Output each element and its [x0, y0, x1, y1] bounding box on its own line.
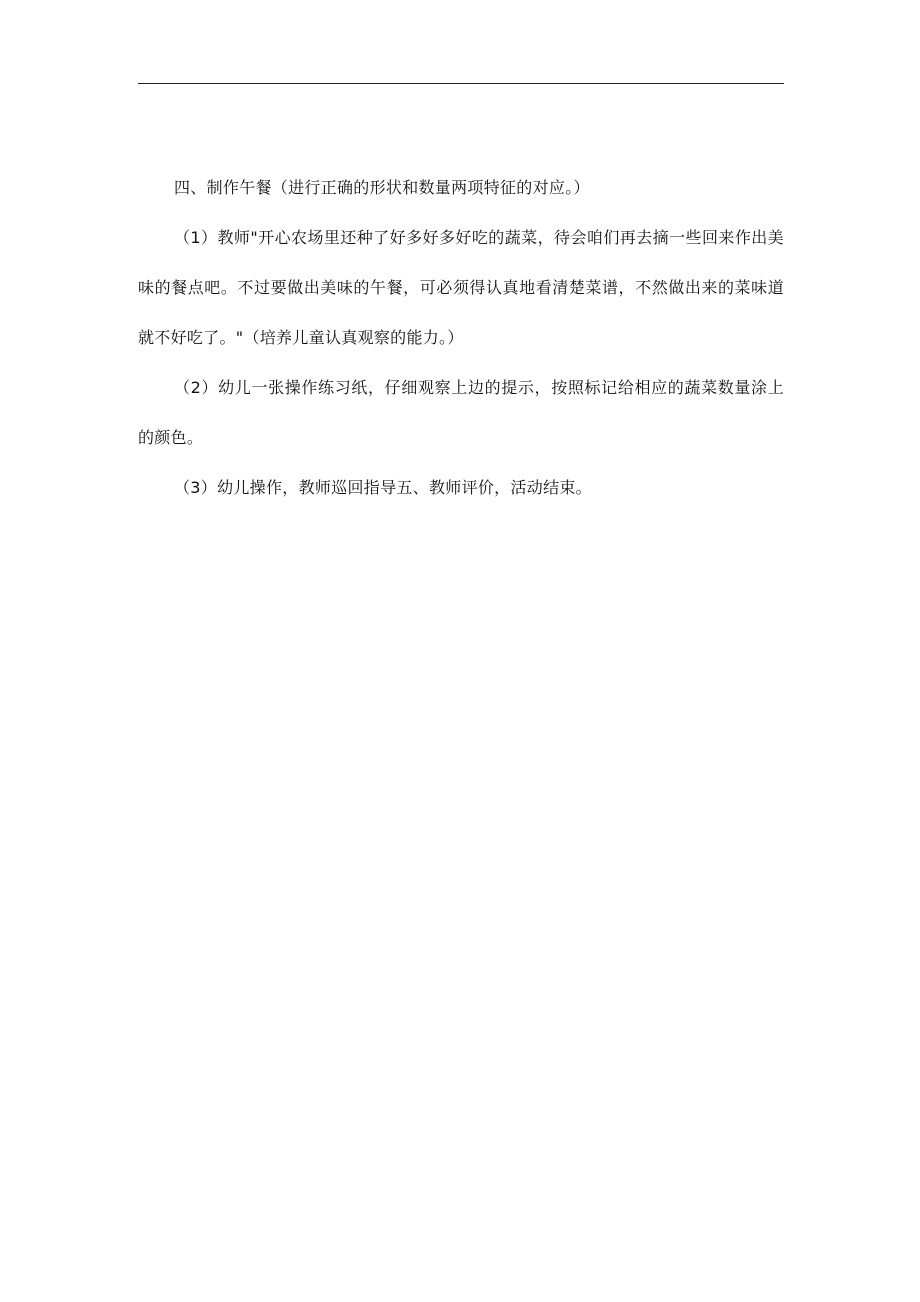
header-rule	[138, 83, 784, 84]
document-body	[138, 163, 784, 513]
paragraph-step-2: （2）幼儿一张操作练习纸，仔细观察上边的提示，按照标记给相应的蔬菜数量涂上的颜色。	[138, 378, 784, 447]
paragraph-step-1: （1）教师"开心农场里还种了好多好多好吃的蔬菜，待会咱们再去摘一些回来作出美味的餐点吧。不过要做出美味的午餐，可必须得认真地看清楚菜谱，不然做出来的菜味道就不好吃了。"（培养儿童认真观察的能力。）	[138, 228, 784, 347]
paragraph-step-3: （3）幼儿操作，教师巡回指导五、教师评价，活动结束。	[174, 478, 592, 497]
section-heading: 四、制作午餐（进行正确的形状和数量两项特征的对应。）	[174, 178, 590, 197]
